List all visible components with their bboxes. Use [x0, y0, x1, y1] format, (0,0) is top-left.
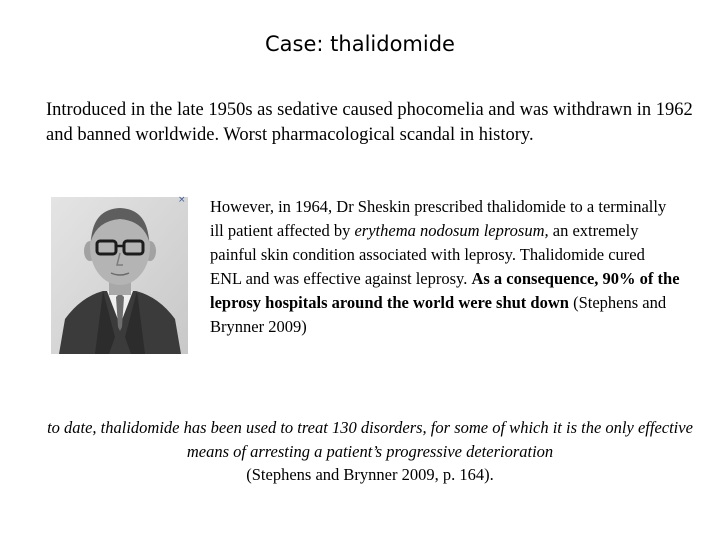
close-icon[interactable]: × [178, 195, 186, 205]
portrait-image [51, 197, 188, 354]
quote-citation: (Stephens and Brynner 2009, p. 164). [246, 465, 494, 484]
story-paragraph [210, 195, 680, 339]
slide-title: Case: thalidomide [265, 32, 455, 56]
portrait-photo [51, 197, 188, 354]
story-bold-statement: As a consequence, 90% of the leprosy hospitals around the world were shut down [210, 269, 680, 312]
quote-text: to date, thalidomide has been used to treat 130 disorders, for some of which it is the only effective means of arresting a patient’s progressive deterioration [47, 418, 693, 461]
story-citation: (Stephens and Brynner 2009) [210, 293, 667, 336]
story-text-1: However, in 1964, Dr Sheskin prescribed thalidomide to a terminally ill patient affected by [210, 197, 667, 240]
intro-paragraph: Introduced in the late 1950s as sedative caused phocomelia and was withdrawn in 1962 and banned worldwide. Worst pharmacological scandal in history. [46, 100, 693, 145]
story-italic-term: erythema nodosum leprosum, [354, 221, 549, 240]
story-text-2: an extremely painful skin condition associated with leprosy. Thalidomide cured ENL and was effective against leprosy. [210, 221, 645, 288]
quote-block [40, 416, 700, 487]
